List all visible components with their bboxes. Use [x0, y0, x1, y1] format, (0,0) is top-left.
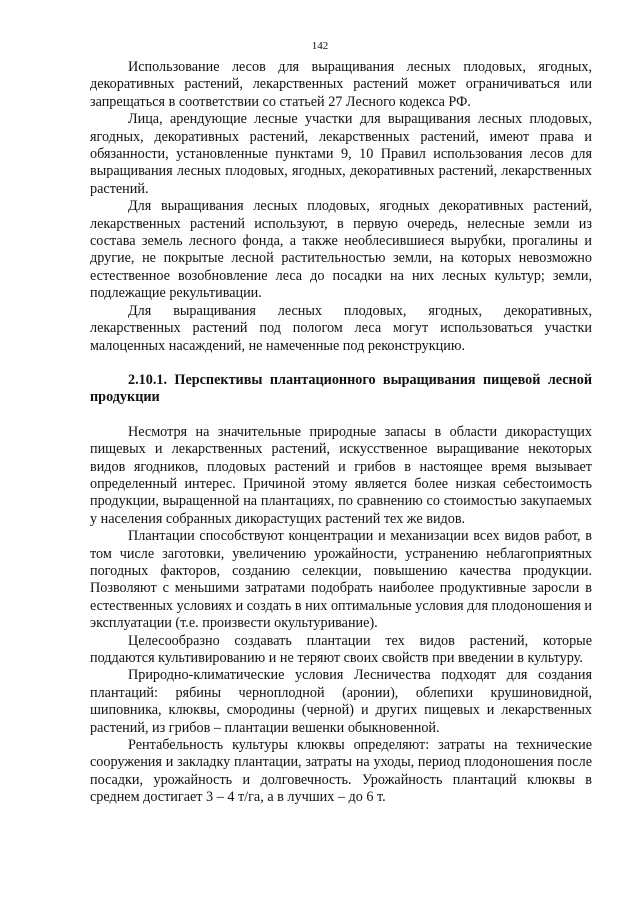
section-heading: 2.10.1. Перспективы плантационного выращивания пищевой лесной продукции — [90, 371, 592, 406]
paragraph-climate-conditions: Природно-климатические условия Лесничества подходят для создания плантаций: рябины черноплодной (аронии), облепихи крушиновидной, шиповника, клюквы, смородины (черной) и других пищевых и лекарственных растений, из грибов – плантации вешенки обыкновенной. — [90, 667, 592, 736]
paragraph-suitable-species: Целесообразно создавать плантации тех видов растений, которые поддаются культивированию и не теряют своих свойств при введении в культуру. — [90, 632, 592, 666]
paragraph-land-types: Для выращивания лесных плодовых, ягодных декоративных растений, лекарственных растений используют, в первую очередь, нелесные земли из состава земель лесного фонда, а также необлесившиеся вырубки, прогалины и другие, не покрытые лесной растительностью земли, на которых невозможно естественное возобновление леса до посадки на них лесных культур; земли, подлежащие рекультивации. — [90, 198, 592, 302]
paragraph-forest-use-restrictions: Использование лесов для выращивания лесных плодовых, ягодных, декоративных растений, лекарственных растений может ограничиваться или запрещаться в соответствии со статьей 27 Лесного кодекса РФ. — [90, 59, 592, 110]
page-body — [90, 59, 592, 807]
paragraph-plantation-benefits: Плантации способствуют концентрации и механизации всех видов работ, в том числе заготовки, увеличению урожайности, устранению неблагоприятных погодных факторов, созданию селекции, повышению качества продукции. Позволяют с меньшими затратами подобрать наиболее продуктивные заросли в естественных условиях и создать в них оптимальные условия для плодоношения и эксплуатации (т.е. произвести окультуривание). — [90, 528, 592, 632]
paragraph-cultivation-interest: Несмотря на значительные природные запасы в области дикорастущих пищевых и лекарственных растений, искусственное выращивание некоторых видов ягодников, плодовых растений и грибов в настоящее время вызывает определенный интерес. Причиной этому является более низкая себестоимость продукции, выращенной на плантациях, по сравнению со стоимостью закупаемых у населения собранных дикорастущих растений тех же видов. — [90, 423, 592, 527]
paragraph-under-canopy: Для выращивания лесных плодовых, ягодных, декоративных, лекарственных растений под пологом леса могут использоваться участки малоценных насаждений, не намеченные под реконструкцию. — [90, 302, 592, 354]
paragraph-cranberry-profitability: Рентабельность культуры клюквы определяют: затраты на технические сооружения и закладку плантации, затраты на уходы, период плодоношения после посадки, урожайность и долговечность. Урожайность плантаций клюквы в среднем достигает 3 – 4 т/га, а в лучших – до 6 т. — [90, 737, 592, 806]
page-number: 142 — [311, 40, 329, 52]
paragraph-lessee-rights: Лица, арендующие лесные участки для выращивания лесных плодовых, ягодных, декоративных растений, лекарственных растений, имеют права и обязанности, установленные пунктами 9, 10 Правил использования лесов для выращивания лесных плодовых, ягодных, декоративных растений, лекарственных растений. — [90, 111, 592, 197]
